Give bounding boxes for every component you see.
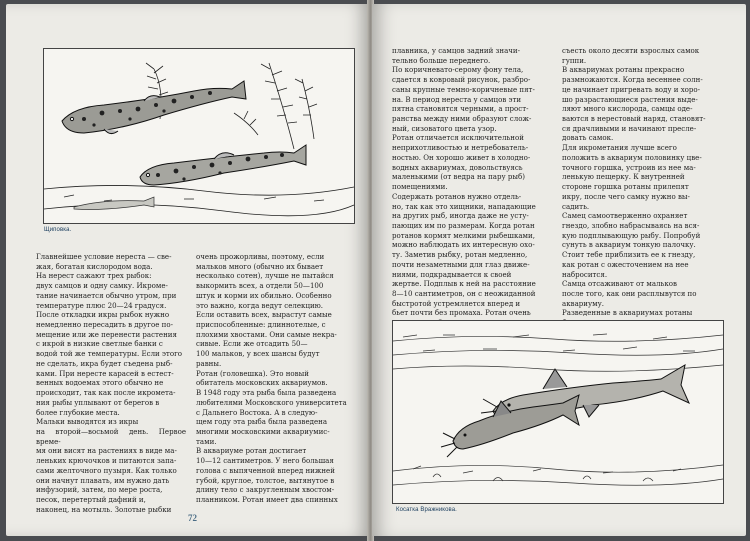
left-page: [6, 4, 370, 536]
text-column-1: Главнейшее условие нереста — све- жая, богатая кислородом вода. На нерест сажают трех рыбок: двух самцов и одну самку. Икроме- тание начинается обычно утром, при температуре плюс 20—24 градуся. После откладки икры рыбок нужно немедленно пересадить в другое по- мещение или же перенести растения с икрой в низкие светлые банки с водой той же температуры. Если этого не сделать, икра будет съедена рыб- ками. При нересте карасей в естест- венных водоемах этого обычно не происходит, так как после икромета- ния рыбы уплывают от берегов в более глубокие места. Мальки выводятся из икры на второй—восьмой день. Первое време- мя они висят на растениях в виде ма- леньких крючочков и питаются запа- сами желточного пузыря. Как только они начнут плавать, им нужно дать инфузорий, затем, по мере роста, песок, перетертый дафний и, наконец, на мотыль. Золотые рыбки: [36, 252, 186, 514]
right-page: [372, 4, 746, 536]
loach-illustration: [43, 48, 355, 224]
text-column-2: съесть около десяти взрослых самок гуппи. В аквариумах ротаны прекрасно размножаются. Когда весеннее солн- це начинает пригревать воду и хоро- шо разрастающиеся растения выде- ляют много кислорода, самцы оде- ваются в нерестовый наряд, становят- ся драчливыми и начинают пресле- довать самок. Для икрометания лучше всего положить в аквариум половинку цве- точного горшка, устроив из нее ма- ленькую пещерку. К внутренней стороне горшка ротаны прилепят икру, после чего самку нужно вы- садить. Самец самоотверженно охраняет гнездо, злобно набрасываясь на вся- кую подплывающую рыбу. Попробуй сунуть в аквариум тонкую палочку. Стоит тебе приблизить ее к гнезду, как ротан с ожесточением на нее набросится. Самца отсаживают от мальков после того, как они расплывутся по аквариуму. Разведенные в аквариумах ротаны: [562, 46, 706, 318]
page-number: 72: [188, 513, 197, 523]
figure-caption-catfish: Косатка Вражникова.: [396, 507, 457, 513]
figure-caption-loach: Щиповка.: [44, 227, 72, 233]
catfish-illustration: [392, 320, 724, 504]
text-column-2: очень прожорливы, поэтому, если мальков много (обычно их бывает несколько сотен), лучше не пытайся выкормить всех, а отдели 50—100 штук и корми их обильно. Особенно это важно, когда ведут селекцию. Если оставить всех, вырастут самые приспособленные: длиннотелые, с плохими хвостами. Они самые некра- сивые. Если же отсадить 50— 100 мальков, у всех шансы будут равны. Ротан (головешка). Это новый обитатель московских аквариумов. В 1948 году эта рыба была разведена любителями Московского университета с Дальнего Востока. А в следую- щем году эта рыба была разведена многими московскими аквариумис- тами. В аквариуме ротан достигает 10—12 сантиметров. У него большая голова с выпяченной вперед нижней губой, круглое, толстое, вытянутое в длину тело с закругленным хвостом- планником. Ротан имеет два спинных: [196, 252, 347, 504]
catfish-illustration: [393, 321, 723, 503]
loach-fish-illustration: [44, 49, 354, 223]
text-column-1: плавника, у самцов задний значи- тельно больше переднего. По коричневато-серому фону тела, сдается в ковровый рисунок, разбро- саны крупные темно-коричневые пят- на. В период нереста у самцов эти пятна становятся черными, а прост- ранства между ними образуют слож- ный, сизоватого цвета узор. Ротан отличается исключительной неприхотливостью и нетребователь- ностью. Он хорошо живет в холодно- водных аквариумах, довольствуясь маленькими (от ведра на пару рыб) помещениями. Содержать ротанов нужно отдель- но, так как это хищники, нападающие на других рыб, иногда даже не усту- пающих им по размерам. Когда ротан ротанов кормят мелкими рыбешками, можно наблюдать их интересную охо- ту. Заметив рыбку, ротан медленно, почти незаметными для глаз движе- ниями, подкрадывается к своей жертве. Подплыв к ней на расстояние 8—10 сантиметров, он с неожиданной быстротой устремляется вперед и бьет почти без промаха. Ротан очень: [392, 46, 536, 318]
